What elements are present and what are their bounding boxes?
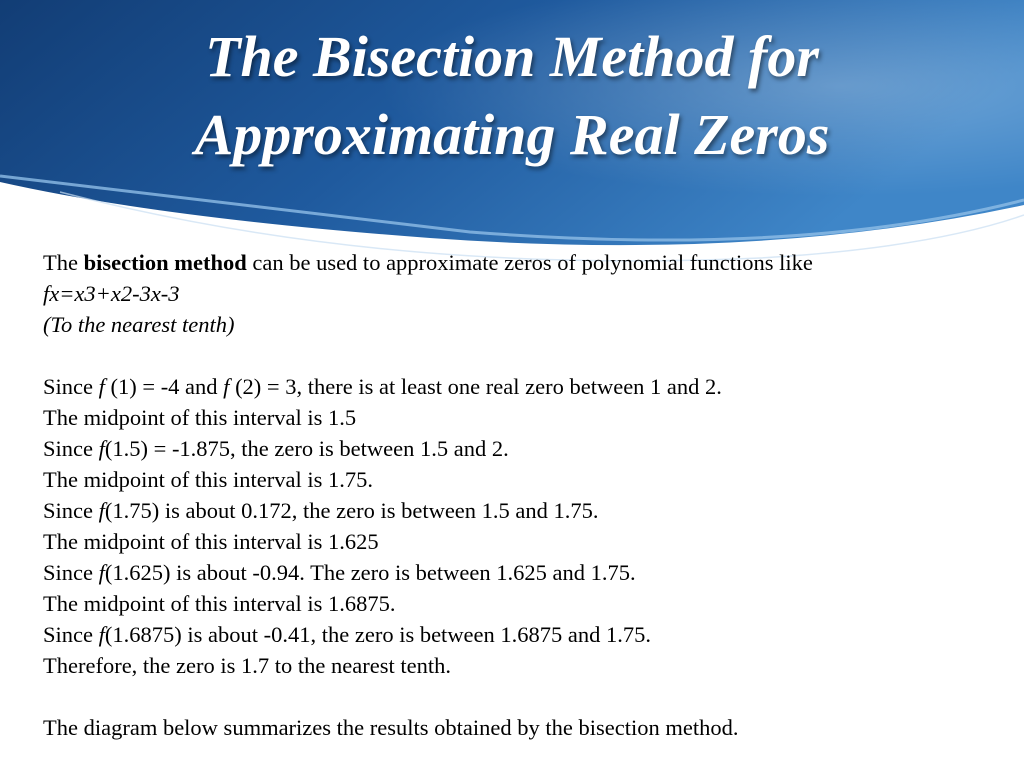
blank-line [43, 340, 1003, 371]
title-line-1: The Bisection Method for [205, 24, 819, 89]
conclusion: Therefore, the zero is 1.7 to the nearest tenth. [43, 653, 451, 678]
function-expression: fx=x3+x2-3x-3 [43, 281, 180, 306]
intro-text-start: The [43, 250, 84, 275]
footer-note: The diagram below summarizes the results obtained by the bisection method. [43, 715, 739, 740]
step-1-statement: Since f (1) = -4 and f (2) = 3, there is at least one real zero between 1 and 2. [43, 374, 722, 399]
step-3-statement: Since f(1.75) is about 0.172, the zero is between 1.5 and 1.75. [43, 498, 599, 523]
blank-line [43, 681, 1003, 712]
midpoint-3: The midpoint of this interval is 1.625 [43, 529, 379, 554]
midpoint-1: The midpoint of this interval is 1.5 [43, 405, 357, 430]
step-2-statement: Since f(1.5) = -1.875, the zero is between 1.5 and 2. [43, 436, 509, 461]
midpoint-2: The midpoint of this interval is 1.75. [43, 467, 373, 492]
slide-body [43, 247, 1003, 743]
step-4-statement: Since f(1.625) is about -0.94. The zero is between 1.625 and 1.75. [43, 560, 636, 585]
intro-paragraph [43, 247, 1003, 278]
precision-note: (To the nearest tenth) [43, 312, 235, 337]
title-line-2: Approximating Real Zeros [194, 102, 830, 167]
step-5-statement: Since f(1.6875) is about -0.41, the zero is between 1.6875 and 1.75. [43, 622, 652, 647]
intro-text-end: can be used to approximate zeros of polynomial functions like [246, 250, 813, 275]
bisection-method-term: bisection method [83, 250, 247, 275]
slide-title [0, 18, 1024, 174]
midpoint-4: The midpoint of this interval is 1.6875. [43, 591, 396, 616]
